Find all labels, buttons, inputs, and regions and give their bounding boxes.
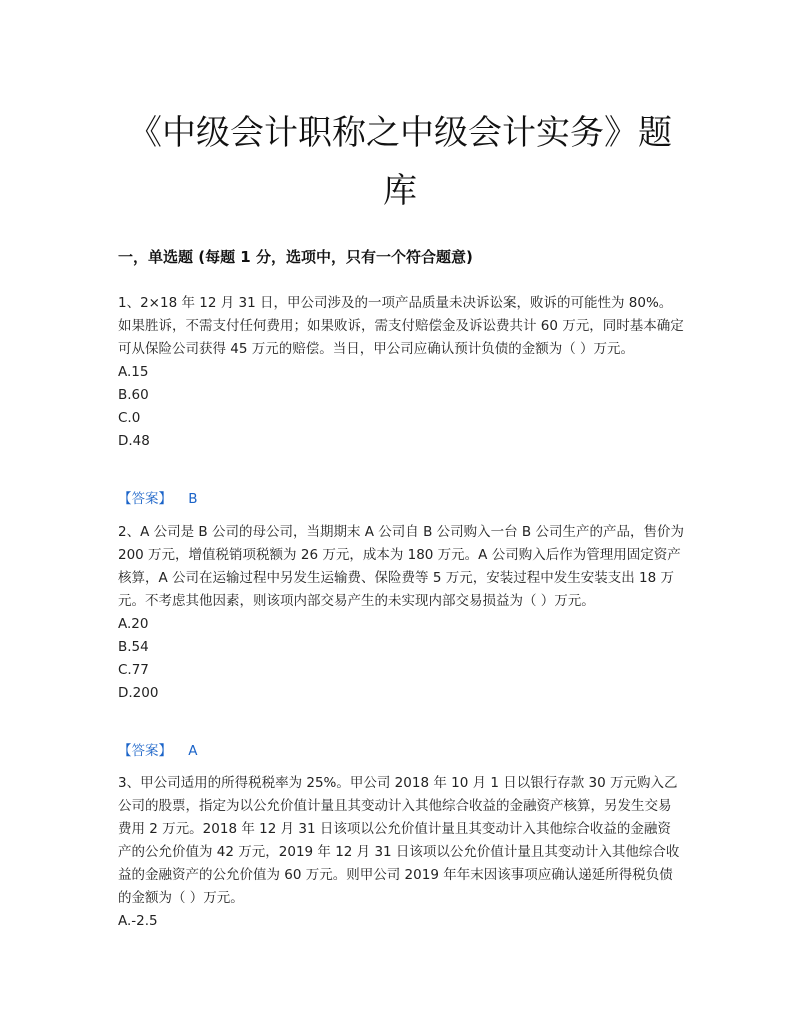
question-1 (118, 292, 684, 453)
question-text: 1、2×18 年 12 月 31 日，甲公司涉及的一项产品质量未决诉讼案，败诉的可能性为 80%。如果胜诉，不需支付任何费用；如果败诉，需支付赔偿金及诉讼费共计 60 万元，同时基本确定可从保险公司获得 45 万元的赔偿。当日，甲公司应确认预计负债的金额为（ ）万元。 (118, 295, 684, 357)
option-b: B.54 (118, 639, 149, 655)
option-c: C.0 (118, 410, 141, 426)
answer-label: 【答案】 (118, 491, 172, 507)
title-line-2: 库 (383, 171, 417, 211)
answer-2 (118, 739, 198, 759)
document-title (100, 104, 700, 220)
title-line-1: 《中级会计职称之中级会计实务》题 (128, 113, 672, 153)
section-heading: 一，单选题 (每题 1 分，选项中，只有一个符合题意) (118, 248, 473, 266)
question-text: 3、甲公司适用的所得税税率为 25%。甲公司 2018 年 10 月 1 日以银行存款 30 万元购入乙公司的股票，指定为以公允价值计量且其变动计入其他综合收益的金融资产核算，另发生交易费用 2 万元。2018 年 12 月 31 日该项以公允价值计量且其变动计入其他综合收益的金融资产的公允价值为 42 万元，2019 年 12 月 31 日该项以公允价值计量且其变动计入其他综合收益的金融资产的公允价值为 60 万元。则甲公司 2019 年年末因该事项应确认递延所得税负债的金额为（ ）万元。 (118, 775, 680, 906)
answer-label: 【答案】 (118, 743, 172, 759)
option-d: D.48 (118, 433, 150, 449)
question-2 (118, 521, 684, 705)
option-a: A.15 (118, 364, 149, 380)
option-a: A.-2.5 (118, 913, 158, 929)
option-c: C.77 (118, 662, 149, 678)
option-b: B.60 (118, 387, 149, 403)
option-d: D.200 (118, 685, 159, 701)
question-text: 2、A 公司是 B 公司的母公司，当期期末 A 公司自 B 公司购入一台 B 公司生产的产品，售价为 200 万元，增值税销项税额为 26 万元，成本为 180 万元。A 公司购入后作为管理用固定资产核算，A 公司在运输过程中另发生运输费、保险费等 5 万元，安装过程中发生安装支出 18 万元。不考虑其他因素，则该项内部交易产生的未实现内部交易损益为（ ）万元。 (118, 524, 684, 609)
answer-value: B (188, 491, 198, 507)
option-a: A.20 (118, 616, 149, 632)
answer-1 (118, 487, 198, 507)
question-3 (118, 772, 684, 933)
answer-value: A (188, 743, 198, 759)
